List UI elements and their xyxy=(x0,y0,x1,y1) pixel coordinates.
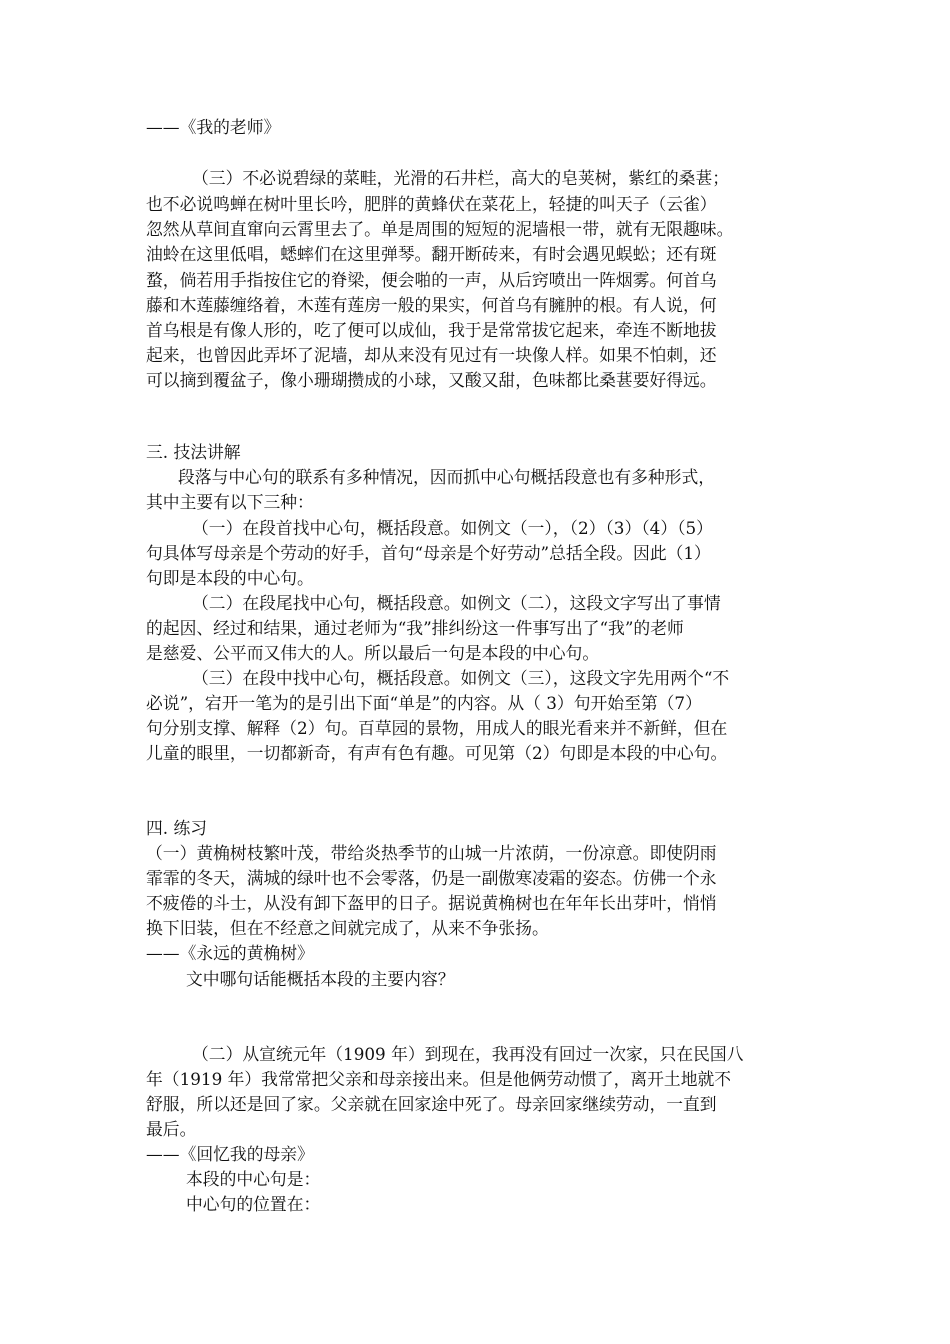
section-heading: 四. 练习 xyxy=(146,818,208,838)
text-line: （三）不必说碧绿的菜畦，光滑的石井栏，高大的皂荚树，紫红的桑葚； xyxy=(192,168,730,188)
text-line: 蝥，倘若用手指按住它的脊梁，便会啪的一声，从后窍喷出一阵烟雾。何首乌 xyxy=(146,270,717,290)
text-line: 藤和木莲藤缠络着，木莲有莲房一般的果实，何首乌有臃肿的根。有人说，何 xyxy=(146,295,717,315)
text-line: 忽然从草间直窜向云霄里去了。单是周围的短短的泥墙根一带，就有无限趣味。 xyxy=(146,219,734,239)
text-line: 不疲倦的斗士，从没有卸下盔甲的日子。据说黄桷树也在年年长出芽叶，悄悄 xyxy=(146,893,717,913)
text-line: 也不必说鸣蝉在树叶里长吟，肥胖的黄蜂伏在菜花上，轻捷的叫天子（云雀） xyxy=(146,194,717,214)
exercise-question: 本段的中心句是： xyxy=(186,1169,321,1189)
text-line: 的起因、经过和结果，通过老师为“我”排纠纷这一件事写出了“我”的老师 xyxy=(146,618,684,638)
text-line: （一）黄桷树枝繁叶茂，带给炎热季节的山城一片浓荫，一份凉意。即使阴雨 xyxy=(146,843,717,863)
text-line: 最后。 xyxy=(146,1119,197,1139)
source-citation: ——《回忆我的母亲》 xyxy=(146,1144,314,1164)
text-line: 年（1919 年）我常常把父亲和母亲接出来。但是他俩劳动惯了，离开土地就不 xyxy=(146,1069,732,1089)
text-line: 段落与中心句的联系有多种情况，因而抓中心句概括段意也有多种形式， xyxy=(178,467,716,487)
text-line: 句具体写母亲是个劳动的好手，首句“母亲是个好劳动”总括全段。因此（1） xyxy=(146,543,711,563)
text-line: 句即是本段的中心句。 xyxy=(146,568,314,588)
text-line: 起来，也曾因此弄坏了泥墙，却从来没有见过有一块像人样。如果不怕刺，还 xyxy=(146,345,717,365)
source-citation: ——《永远的黄桷树》 xyxy=(146,943,314,963)
text-line: （一）在段首找中心句，概括段意。如例文（一），（2）（3）（4）（5） xyxy=(192,518,713,538)
text-line: 可以摘到覆盆子，像小珊瑚攒成的小球，又酸又甜，色味都比桑葚要好得远。 xyxy=(146,370,717,390)
exercise-question: 中心句的位置在： xyxy=(186,1194,321,1214)
text-line: （二）在段尾找中心句，概括段意。如例文（二），这段文字写出了事情 xyxy=(192,593,721,613)
section-heading: 三. 技法讲解 xyxy=(146,442,241,462)
exercise-question: 文中哪句话能概括本段的主要内容？ xyxy=(186,969,455,989)
text-line: 其中主要有以下三种： xyxy=(146,492,314,512)
text-line: 必说”，宕开一笔为的是引出下面“单是”的内容。从（ 3）句开始至第（7） xyxy=(146,693,702,713)
text-line: 换下旧装，但在不经意之间就完成了，从来不争张扬。 xyxy=(146,918,549,938)
text-line: 句分别支撑、解释（2）句。百草园的景物，用成人的眼光看来并不新鲜，但在 xyxy=(146,718,728,738)
text-line: 霏霏的冬天，满城的绿叶也不会零落，仍是一副傲寒凌霜的姿态。仿佛一个永 xyxy=(146,868,717,888)
text-line: 首乌根是有像人形的，吃了便可以成仙，我于是常常拔它起来，牵连不断地拔 xyxy=(146,320,717,340)
text-line: 舒服，所以还是回了家。父亲就在回家途中死了。母亲回家继续劳动，一直到 xyxy=(146,1094,717,1114)
text-line: 是慈爱、公平而又伟大的人。所以最后一句是本段的中心句。 xyxy=(146,643,600,663)
text-line: 儿童的眼里，一切都新奇，有声有色有趣。可见第（2）句即是本段的中心句。 xyxy=(146,743,728,763)
text-line: （三）在段中找中心句，概括段意。如例文（三），这段文字先用两个“不 xyxy=(192,668,730,688)
source-citation: ——《我的老师》 xyxy=(146,117,281,137)
text-line: （二）从宣统元年（1909 年）到现在，我再没有回过一次家，只在民国八 xyxy=(192,1044,744,1064)
text-line: 油蛉在这里低唱，蟋蟀们在这里弹琴。翻开断砖来，有时会遇见蜈蚣；还有斑 xyxy=(146,244,717,264)
